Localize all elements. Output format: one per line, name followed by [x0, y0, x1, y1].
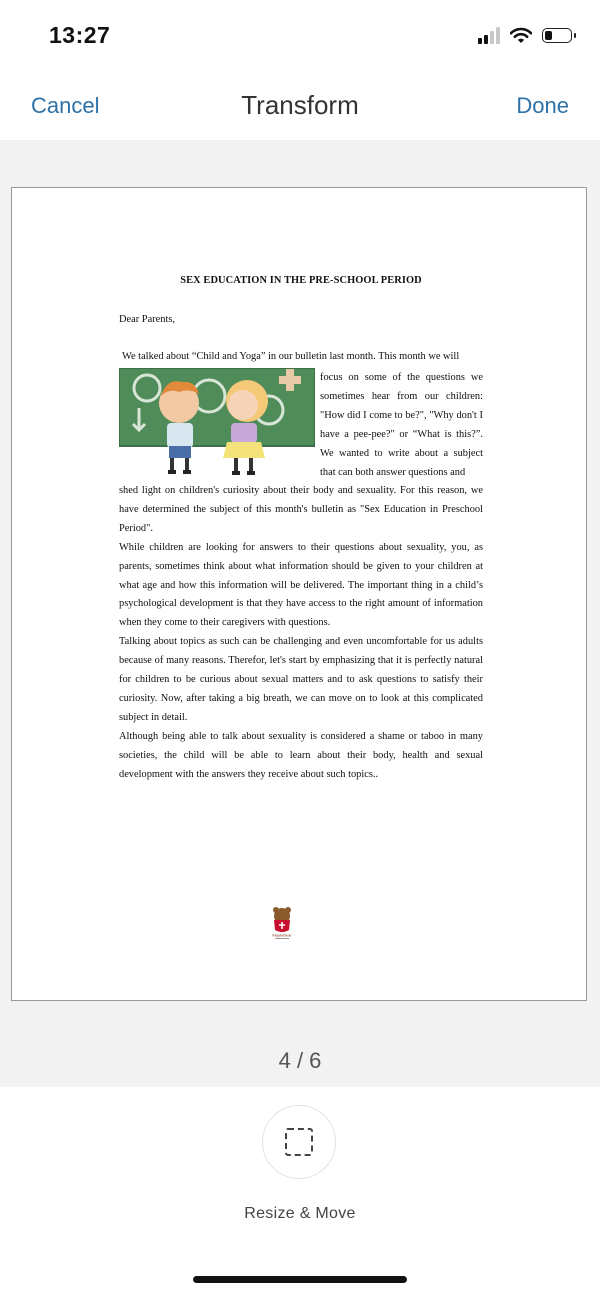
document-wrapped-text: focus on some of the questions we sometimes hear from our children: "How did I come to be?", "Why don't I have a pee-pee?" or “What is this?”. We wanted to write about a subject that can both answer questions and — [320, 372, 483, 478]
document-page[interactable] — [11, 187, 587, 1001]
resize-move-label: Resize & Move — [244, 1205, 356, 1222]
document-paragraph: shed light on children's curiosity about their body and sexuality. For this reason, we have determined the subject of this month's bulletin as "Sex Education in Preschool Period". — [119, 485, 483, 534]
resize-move-icon — [285, 1128, 313, 1156]
document-title: SEX EDUCATION IN THE PRE-SCHOOL PERIOD — [180, 275, 422, 286]
done-button[interactable]: Done — [516, 93, 569, 118]
wifi-icon — [510, 27, 532, 44]
children-chalkboard-illustration-icon — [119, 368, 315, 476]
document-body — [119, 482, 483, 785]
cancel-button[interactable]: Cancel — [31, 93, 100, 118]
battery-icon — [542, 28, 572, 43]
document-intro-line: We talked about “Child and Yoga” in our bulletin last month. This month we will — [122, 351, 460, 362]
status-bar — [0, 0, 600, 70]
document-paragraph: Talking about topics as such can be challenging and even uncomfortable for us adults because of many reasons. Therefor, let's start by emphasizing that it is perfectly natural for children to be curious about sexual matters and to ask questions to satisfy their curiosity. Now, after taking a big breath, we can move on to look at this complicated subject in detail. — [119, 636, 483, 723]
school-crest-logo-icon — [262, 904, 302, 940]
battery-level — [545, 31, 552, 40]
status-icons — [478, 26, 572, 44]
home-indicator[interactable] — [193, 1276, 407, 1283]
status-time: 13:27 — [49, 22, 111, 48]
bottom-toolbar — [0, 1087, 600, 1297]
document-paragraph: Although being able to talk about sexuality is considered a shame or taboo in many societies, the child will be able to learn about their body, health and sexual development with the answers they receive about such topics.. — [119, 730, 483, 780]
resize-move-button[interactable] — [262, 1105, 336, 1179]
page-title: Transform — [241, 90, 359, 120]
canvas-area — [0, 140, 600, 1087]
document-greeting: Dear Parents, — [119, 314, 175, 325]
cellular-signal-icon — [478, 26, 500, 44]
school-logo-text: MapleBear — [272, 932, 292, 938]
nav-bar — [0, 70, 600, 140]
page-counter: 4 / 6 — [278, 1048, 322, 1073]
document-paragraph: While children are looking for answers to their questions about sexuality, you, as parents, sometimes think about what information should be given to your children at what age and how this information will be delivered. The important thing in a child’s psychological development is that they have access to the right amount of information when they come to their caregivers with questions. — [119, 541, 483, 629]
